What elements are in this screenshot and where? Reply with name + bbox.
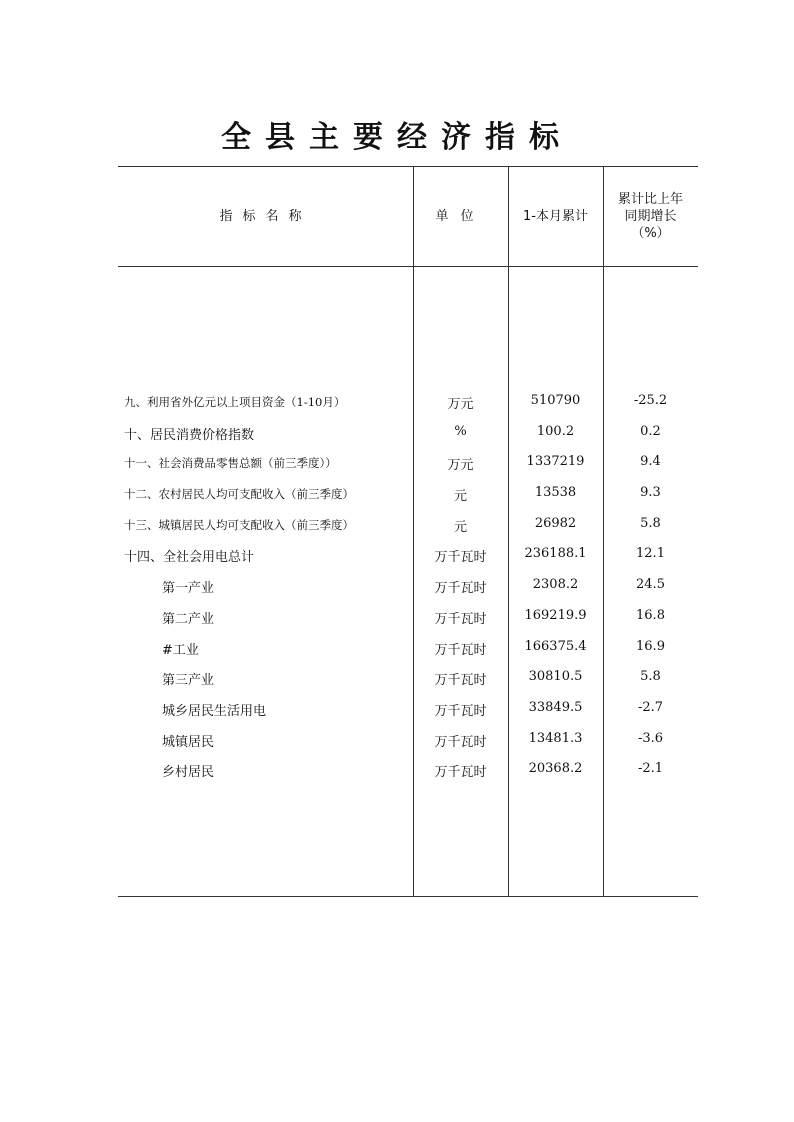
indicator-name: 城乡居民生活用电 — [162, 703, 267, 719]
indicator-growth: 16.8 — [636, 607, 665, 623]
indicator-growth: -2.1 — [637, 761, 664, 777]
indicator-unit: 万千瓦时 — [434, 673, 487, 689]
indicator-cumulative: 169219.9 — [524, 607, 587, 623]
header-divider — [118, 266, 698, 267]
indicator-unit: 万千瓦时 — [434, 581, 487, 597]
indicator-cumulative: 33849.5 — [528, 699, 583, 715]
indicator-unit: 元 — [453, 519, 467, 535]
indicator-growth: 12.1 — [636, 546, 665, 562]
indicator-unit: 万千瓦时 — [434, 642, 487, 658]
table-row — [118, 510, 698, 541]
indicator-unit: 万千瓦时 — [434, 734, 487, 750]
indicator-name: 乡村居民 — [162, 765, 215, 781]
indicator-name: 城镇居民 — [162, 734, 215, 750]
indicator-cumulative: 30810.5 — [528, 669, 583, 685]
indicator-name: 第三产业 — [162, 673, 215, 689]
indicator-cumulative: 236188.1 — [524, 546, 587, 562]
indicator-cumulative: 20368.2 — [528, 761, 583, 777]
indicator-name: 十二、农村居民人均可支配收入（前三季度） — [124, 487, 354, 502]
table-row — [118, 479, 698, 510]
indicator-unit: % — [454, 423, 467, 439]
indicator-name: 第二产业 — [162, 611, 215, 627]
header-indicator-name: 指标名称 — [219, 209, 312, 224]
header-cumulative: 1-本月累计 — [523, 209, 588, 224]
indicator-growth: 16.9 — [636, 638, 665, 654]
table-row — [118, 571, 698, 602]
indicator-name: 九、利用省外亿元以上项目资金（1-10月） — [124, 395, 346, 409]
indicator-table — [118, 166, 698, 897]
header-growth-line3: （%） — [631, 226, 670, 241]
header-unit: 单位 — [435, 209, 486, 224]
table-row — [118, 448, 698, 479]
table-row — [118, 633, 698, 664]
indicator-growth: -2.7 — [637, 699, 664, 715]
indicator-unit: 万千瓦时 — [434, 703, 487, 719]
indicator-unit: 万千瓦时 — [434, 550, 487, 566]
indicator-cumulative: 13481.3 — [528, 730, 583, 746]
page-title: 全县主要经济指标 — [221, 120, 573, 155]
indicator-cumulative: 2308.2 — [532, 577, 579, 593]
indicator-cumulative: 1337219 — [526, 454, 585, 470]
header-growth — [603, 167, 698, 266]
indicator-name: #工业 — [162, 642, 199, 658]
indicator-name: 十一、社会消费品零售总额（前三季度）） — [124, 456, 337, 471]
indicator-cumulative: 510790 — [530, 393, 581, 408]
indicator-cumulative: 166375.4 — [524, 638, 587, 654]
indicator-cumulative: 13538 — [534, 485, 577, 501]
indicator-unit: 万千瓦时 — [434, 611, 487, 627]
indicator-growth: 5.8 — [640, 515, 661, 531]
indicator-name: 十、居民消费价格指数 — [124, 427, 255, 443]
header-growth-line1: 累计比上年 — [617, 192, 683, 207]
indicator-growth: 9.4 — [640, 454, 661, 470]
header-growth-line2: 同期增长 — [624, 209, 677, 224]
indicator-unit: 元 — [453, 489, 467, 505]
indicator-growth: 0.2 — [640, 423, 661, 439]
indicator-growth: -25.2 — [633, 393, 668, 408]
indicator-name: 第一产业 — [162, 581, 215, 597]
table-row — [118, 694, 698, 725]
indicator-unit: 万元 — [447, 397, 474, 412]
indicator-growth: 24.5 — [636, 577, 665, 593]
table-row — [118, 755, 698, 786]
indicator-growth: 9.3 — [640, 485, 661, 501]
table-row — [118, 602, 698, 633]
indicator-growth: 5.8 — [640, 669, 661, 685]
table-row — [118, 540, 698, 571]
indicator-cumulative: 100.2 — [536, 423, 575, 439]
indicator-name: 十四、全社会用电总计 — [124, 550, 255, 566]
indicator-name: 十三、城镇居民人均可支配收入（前三季度） — [124, 517, 354, 532]
table-body — [118, 387, 698, 786]
table-row — [118, 387, 698, 418]
indicator-unit: 万千瓦时 — [434, 765, 487, 781]
indicator-cumulative: 26982 — [534, 515, 577, 531]
table-row — [118, 663, 698, 694]
table-row — [118, 418, 698, 449]
indicator-unit: 万元 — [447, 458, 474, 474]
table-row — [118, 725, 698, 756]
indicator-growth: -3.6 — [637, 730, 664, 746]
